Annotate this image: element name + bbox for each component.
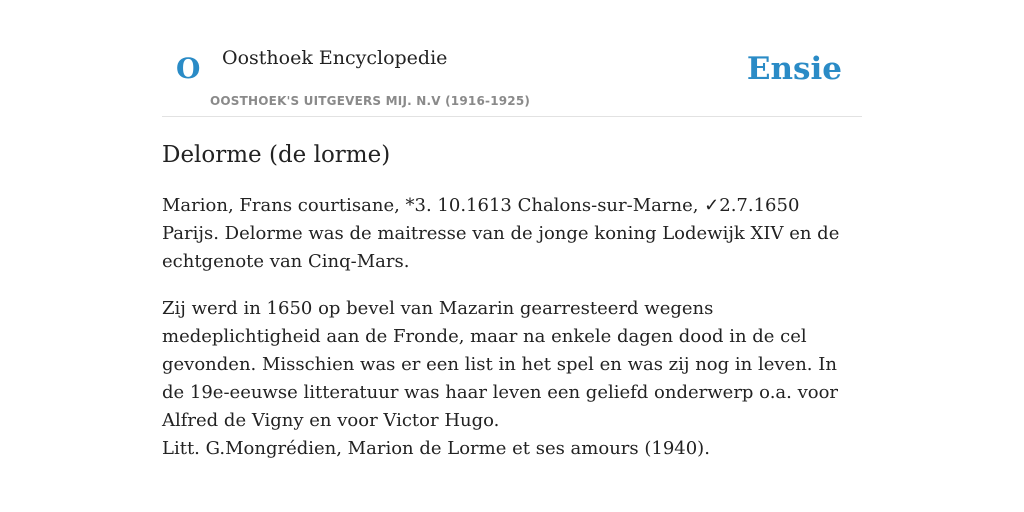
article-paragraph: Marion, Frans courtisane, *3. 10.1613 Chalons-sur-Marne, ✓2.7.1650 Parijs. Delorme was de maitresse van de jonge koning Lodewijk XIV en de echtgenote van Cinq-Mars. (162, 195, 840, 272)
publisher-subtitle: OOSTHOEK'S UITGEVERS MIJ. N.V (1916-1925) (210, 94, 531, 108)
article-title: Delorme (de lorme) (162, 142, 391, 168)
article-literature: Litt. G.Mongrédien, Marion de Lorme et ses amours (1940). (162, 438, 710, 459)
ensie-brand-link[interactable]: Ensie (746, 51, 842, 87)
site-header (162, 0, 862, 117)
page-container (162, 0, 862, 459)
site-title[interactable]: Oosthoek Encyclopedie (222, 47, 448, 69)
article-paragraph: Zij werd in 1650 op bevel van Mazarin gearresteerd wegens medeplichtigheid aan de Fronde, maar na enkele dagen dood in de cel gevonden. Misschien was er een list in het spel en was zij nog in leven. In de 19e-eeuwse litteratuur was haar leven een geliefd onderwerp o.a. voor Alfred de Vigny en voor Victor Hugo. (162, 298, 839, 431)
site-logo[interactable]: O (176, 52, 201, 85)
